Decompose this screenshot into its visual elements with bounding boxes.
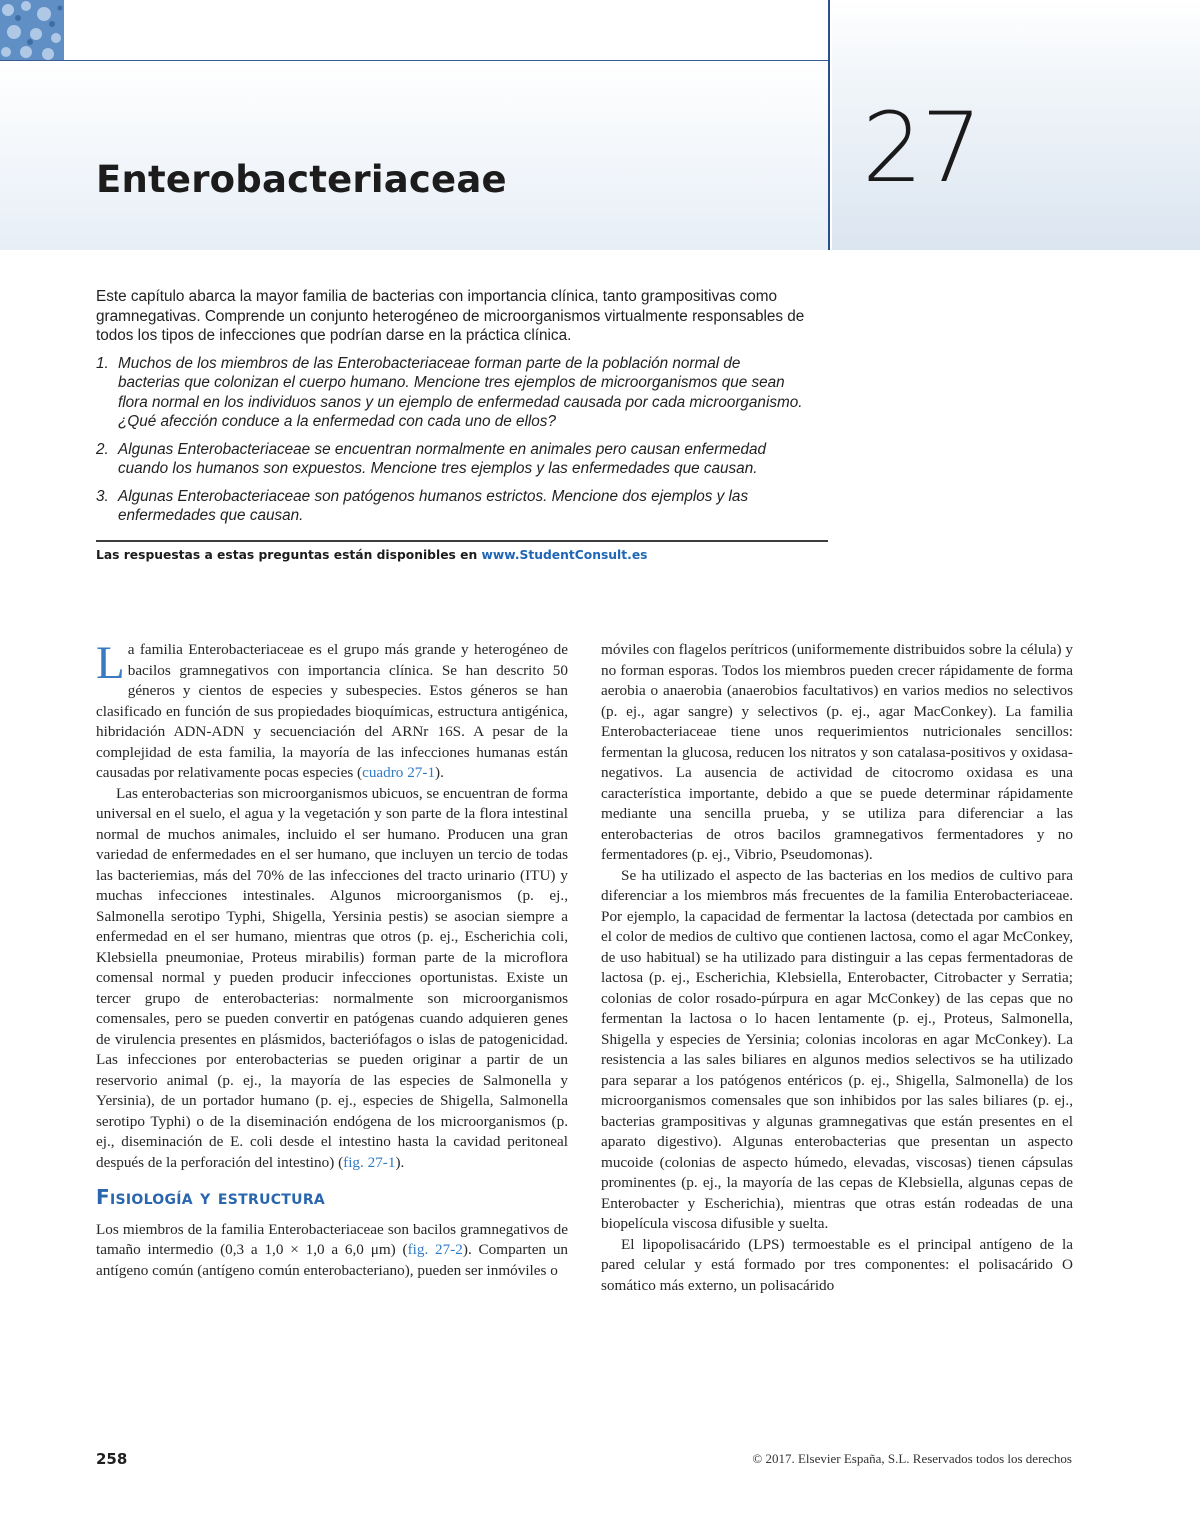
paragraph-text: Los miembros de la familia Enterobacteriaceae son bacilos gramnegativos de tamaño intermedio (0,3 a 1,0 × 1,0 a 6,0 μm) (	[96, 1220, 568, 1258]
answers-divider	[96, 540, 828, 542]
student-consult-link[interactable]: www.StudentConsult.es	[481, 548, 648, 562]
question-list	[96, 354, 806, 526]
answers-note	[96, 548, 648, 562]
paragraph-text: Las enterobacterias son microorganismos ubicuos, se encuentran de forma universal en el suelo, el agua y la vegetación y son parte de la flora intestinal normal de muchos animales, incluido el ser humano. Producen una gran variedad de enfermedades en el ser humano, que incluyen un tercio de todas las bacteriemias, más del 70% de las infecciones del tracto urinario (ITU) y muchas infecciones intestinales. Algunos microorganismos (p. ej., Salmonella serotipo Typhi, Shigella, Yersinia pestis) se asocian siempre a enfermedad en el ser humano, mientras que otros (p. ej., Escherichia coli, Klebsiella pneumoniae, Proteus mirabilis) forman parte de la microflora comensal normal y pueden producir infecciones oportunistas. Existe un tercer grupo de enterobacterias: normalmente son microorganismos comensales, pero se pueden convertir en patógenas cuando adquieren genes de virulencia presentes en plásmidos, bacteriófagos o islas de patogenicidad. Las infecciones por enterobacterias se pueden originar a partir de un reservorio animal (p. ej., la mayoría de las especies de Salmonella y Yersinia), de un portador humano (p. ej., especies de Shigella, Salmonella serotipo Typhi) o de la diseminación endógena de los microorganismos (p. ej., diseminación de E. coli desde el intestino hasta la cavidad peritoneal después de la perforación del intestino) (	[96, 784, 568, 1171]
section-heading: Fisiología y estructura	[96, 1185, 326, 1209]
figure-ref-link[interactable]: fig. 27-2	[407, 1241, 463, 1258]
body-paragraph	[96, 1220, 568, 1282]
figure-ref-link[interactable]: fig. 27-1	[343, 1153, 396, 1171]
question-text: Muchos de los miembros de las Enterobacteriaceae forman parte de la población normal de bacterias que colonizan el cuerpo humano. Mencione tres ejemplos de microorganismos que sean flora normal en los individuos sanos y un ejemplo de enfermedad causada por cada microorganismo. ¿Qué afección conduce a la enfermedad con cada uno de ellos?	[118, 354, 803, 430]
question-item	[96, 487, 806, 526]
body-paragraph: El lipopolisacárido (LPS) termoestable es el principal antígeno de la pared celular y está formado por tres componentes: el polisacárido O somático más externo, un polisacárido	[601, 1235, 1073, 1294]
body-column-right	[601, 640, 1073, 1296]
question-number: 3.	[96, 487, 109, 505]
question-text: Algunas Enterobacteriaceae son patógenos humanos estrictos. Mencione dos ejemplos y las enfermedades que causan.	[118, 487, 749, 524]
chapter-title: Enterobacteriaceae	[96, 158, 507, 201]
header-rule	[0, 60, 828, 61]
copyright-notice: © 2017. Elsevier España, S.L. Reservados todos los derechos	[752, 1451, 1072, 1466]
paragraph-text: a familia Enterobacteriaceae es el grupo más grande y heterogéneo de bacilos gramnegativos con importancia clínica. Se han descrito 50 géneros y cientos de especies y subespecies. Estos géneros se han clasificado en función de sus propiedades bioquímicas, estructura antigénica, hibridación ADN-ADN y secuenciación del ARNr 16S. A pesar de la complejidad de esta familia, la mayoría de las infecciones humanas están causadas por relativamente pocas especies (	[96, 641, 568, 781]
body-paragraph: móviles con flagelos perítricos (uniformemente distribuidos sobre la célula) y no forman esporas. Todos los miembros pueden crecer rápidamente de forma aerobia o anaerobia (anaerobios facultativos) en varios medios no selectivos (p. ej., agar sangre) y selectivos (p. ej., agar MacConkey). La familia Enterobacteriaceae tiene unos requerimientos nutricionales sencillos: fermentan la glucosa, reducen los nitratos y son catalasa-positivos y oxidasa-negativos. La ausencia de actividad de citocromo oxidasa es una característica importante, debido a que se puede determinar rápidamente mediante una sencilla prueba, y se utiliza para diferenciar a las enterobacterias de otros bacilos gramnegativos fermentadores y no fermentadores (p. ej., Vibrio, Pseudomonas).	[601, 641, 1073, 863]
question-text: Algunas Enterobacteriaceae se encuentran normalmente en animales pero causan enfermedad cuando los humanos son expuestos. Mencione tres ejemplos y las enfermedades que causan.	[118, 440, 766, 477]
question-item	[96, 440, 806, 479]
body-paragraph: Se ha utilizado el aspecto de las bacterias en los medios de cultivo para diferenciar a los miembros más frecuentes de la familia Enterobacteriaceae. Por ejemplo, la capacidad de fermentar la lactosa (detectada por cambios en el color de medios de cultivo que contienen lactosa, como el agar McConkey, de uso habitual) se ha utilizado para distinguir a las cepas fermentadoras de lactosa (p. ej., Escherichia, Klebsiella, Enterobacter, Citrobacter y Serratia; colonias de color rosado-púrpura en agar McConkey) de las cepas que no fermentan la lactosa o lo hacen lentamente (p. ej., Proteus, Salmonella, Shigella y especies de Yersinia; colonias incoloras en agar McConkey). La resistencia a las sales biliares en algunos medios selectivos se ha utilizado para separar a los patógenos entéricos (p. ej., Shigella, Salmonella) de los microorganismos comensales que son inhibidos por las sales biliares (p. ej., bacterias grampositivas y algunas gramnegativas que están presentes en el aparato digestivo). Algunas enterobacterias que presentan un aspecto mucoide (colonias de aspecto húmedo, elevadas, viscosas) tienen cápsulas prominentes (p. ej., la mayoría de las cepas de Klebsiella, algunas cepas de Enterobacter y Escherichia), mientras que otras están rodeadas de una biopelícula viscosa difusible y suelta.	[601, 866, 1073, 1232]
header-divider	[828, 0, 830, 250]
chapter-objectives	[96, 287, 806, 534]
question-item	[96, 354, 806, 432]
objectives-paragraph: Este capítulo abarca la mayor familia de bacterias con importancia clínica, tanto grampositivas como gramnegativas. Comprende un conjunto heterogéneo de microorganismos virtualmente responsables de todos los tipos de infecciones que podrían darse en la práctica clínica.	[96, 288, 805, 344]
body-paragraph	[96, 637, 568, 784]
body-paragraph	[96, 784, 568, 1174]
paragraph-end: ).	[395, 1153, 405, 1171]
chapter-number: 27	[862, 92, 981, 204]
page-number: 258	[96, 1450, 128, 1468]
bacteria-pattern-icon	[0, 0, 64, 60]
drop-cap: L	[96, 637, 125, 689]
answers-text: Las respuestas a estas preguntas están disponibles en	[96, 548, 482, 562]
table-ref-link[interactable]: cuadro 27-1	[362, 764, 436, 781]
body-column-left	[96, 637, 569, 1281]
paragraph-end: ).	[435, 764, 444, 781]
header-band	[0, 0, 828, 250]
question-number: 1.	[96, 354, 109, 372]
paragraph-end: ). Comparten un antígeno común (antígeno común enterobacteriano), pueden ser inmóviles o	[96, 1241, 569, 1279]
question-number: 2.	[96, 440, 109, 458]
